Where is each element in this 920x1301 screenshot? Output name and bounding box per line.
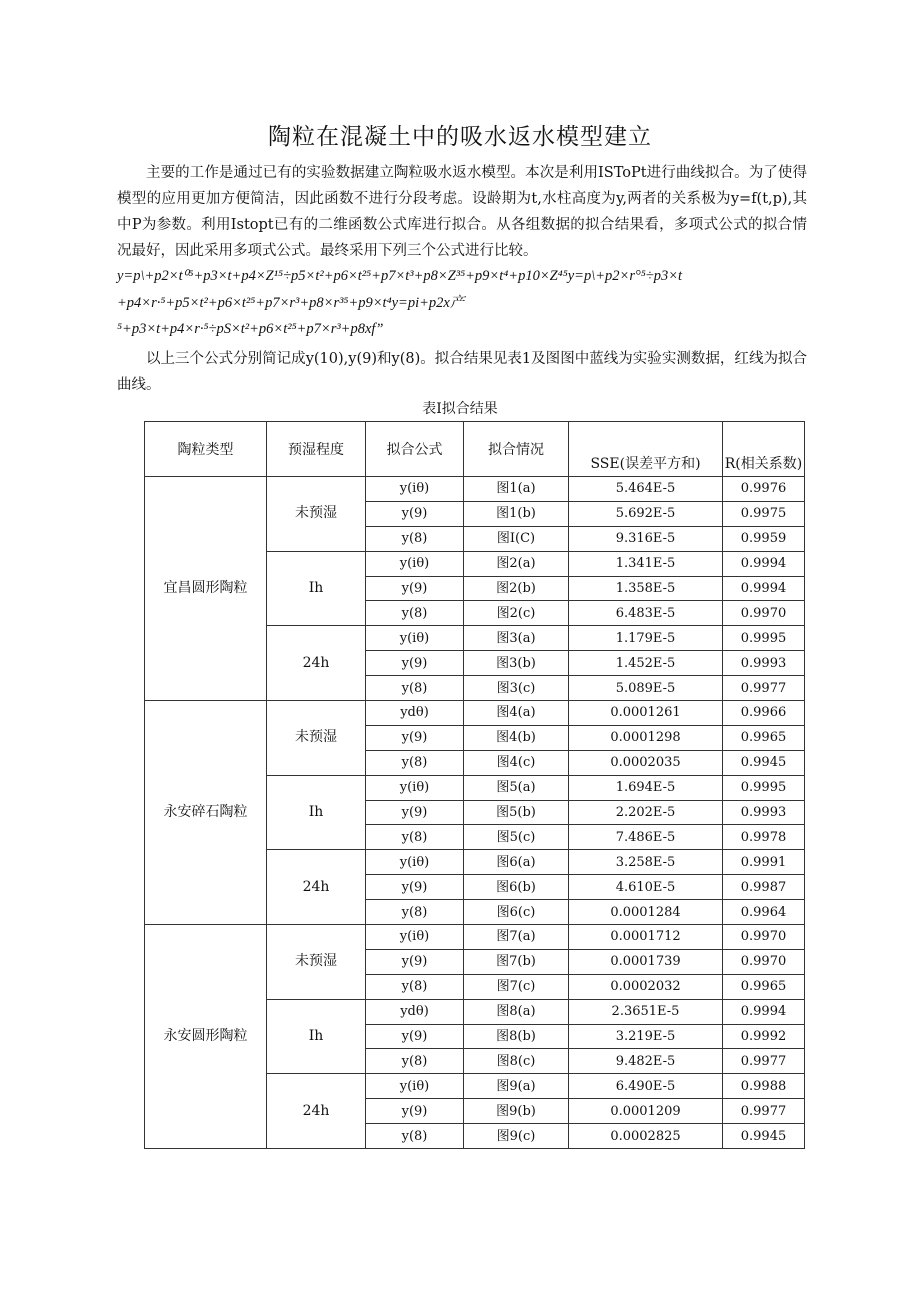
cell-formula: y(8) bbox=[366, 676, 464, 701]
cell-formula: y(iθ) bbox=[366, 477, 464, 502]
results-table bbox=[144, 421, 805, 1149]
cell-fit-figure: 图8(b) bbox=[464, 1024, 569, 1049]
cell-fit-figure: 图I(C) bbox=[464, 526, 569, 551]
cell-sse: 0.0001298 bbox=[569, 725, 723, 750]
cell-fit-figure: 图6(b) bbox=[464, 875, 569, 900]
cell-fit-figure: 图1(b) bbox=[464, 501, 569, 526]
cell-r: 0.9945 bbox=[723, 1124, 805, 1149]
cell-sse: 4.610E-5 bbox=[569, 875, 723, 900]
cell-r: 0.9995 bbox=[723, 626, 805, 651]
cell-r: 0.9966 bbox=[723, 701, 805, 726]
formula-line-3: ⁵+p3×t+p4×r·⁵÷pS×t²+p6×t²⁵+p7×r³+p8xf” bbox=[117, 321, 384, 337]
cell-sse: 7.486E-5 bbox=[569, 825, 723, 850]
cell-r: 0.9987 bbox=[723, 875, 805, 900]
cell-sse: 2.202E-5 bbox=[569, 800, 723, 825]
cell-formula: y(8) bbox=[366, 900, 464, 925]
cell-sse: 0.0001284 bbox=[569, 900, 723, 925]
cell-fit-figure: 图7(c) bbox=[464, 974, 569, 999]
cell-r: 0.9993 bbox=[723, 800, 805, 825]
cell-sse: 0.0001712 bbox=[569, 925, 723, 950]
cell-formula: y(8) bbox=[366, 526, 464, 551]
table-row bbox=[145, 925, 805, 950]
table-caption: 表I拟合结果 bbox=[422, 401, 498, 417]
cell-fit-figure: 图4(b) bbox=[464, 725, 569, 750]
cell-r: 0.9988 bbox=[723, 1074, 805, 1099]
cell-formula: ydθ) bbox=[366, 701, 464, 726]
cell-formula: y(8) bbox=[366, 974, 464, 999]
cell-r: 0.9964 bbox=[723, 900, 805, 925]
cell-r: 0.9994 bbox=[723, 576, 805, 601]
cell-sse: 6.483E-5 bbox=[569, 601, 723, 626]
cell-sse: 2.3651E-5 bbox=[569, 999, 723, 1024]
cell-formula: y(9) bbox=[366, 875, 464, 900]
cell-fit-figure: 图7(a) bbox=[464, 925, 569, 950]
cell-formula: y(9) bbox=[366, 651, 464, 676]
cell-fit-figure: 图6(a) bbox=[464, 850, 569, 875]
cell-prewet-level: 24h bbox=[267, 1074, 366, 1149]
cell-fit-figure: 图1(a) bbox=[464, 477, 569, 502]
cell-r: 0.9965 bbox=[723, 974, 805, 999]
cell-formula: y(9) bbox=[366, 725, 464, 750]
cell-r: 0.9959 bbox=[723, 526, 805, 551]
cell-sse: 0.0002035 bbox=[569, 750, 723, 775]
cell-formula: y(iθ) bbox=[366, 775, 464, 800]
cell-sse: 1.179E-5 bbox=[569, 626, 723, 651]
cell-r: 0.9970 bbox=[723, 949, 805, 974]
cell-sse: 9.316E-5 bbox=[569, 526, 723, 551]
table-body bbox=[145, 477, 805, 1149]
cell-r: 0.9995 bbox=[723, 775, 805, 800]
cell-fit-figure: 图9(a) bbox=[464, 1074, 569, 1099]
cell-r: 0.9945 bbox=[723, 750, 805, 775]
cell-prewet-level: 未预湿 bbox=[267, 925, 366, 1000]
cell-sse: 0.0002032 bbox=[569, 974, 723, 999]
cell-r: 0.9994 bbox=[723, 551, 805, 576]
cell-prewet-level: Ih bbox=[267, 775, 366, 850]
page-title: 陶粒在混凝土中的吸水返水模型建立 bbox=[268, 124, 652, 150]
cell-sse: 0.0002825 bbox=[569, 1124, 723, 1149]
cell-formula: y(8) bbox=[366, 1049, 464, 1074]
cell-fit-figure: 图4(c) bbox=[464, 750, 569, 775]
cell-sse: 5.089E-5 bbox=[569, 676, 723, 701]
cell-prewet-level: Ih bbox=[267, 551, 366, 626]
cell-formula: y(9) bbox=[366, 501, 464, 526]
cell-sse: 0.0001261 bbox=[569, 701, 723, 726]
cell-sse: 9.482E-5 bbox=[569, 1049, 723, 1074]
cell-formula: y(iθ) bbox=[366, 850, 464, 875]
header-fit: 拟合情况 bbox=[464, 422, 569, 477]
cell-r: 0.9975 bbox=[723, 501, 805, 526]
cell-r: 0.9965 bbox=[723, 725, 805, 750]
cell-r: 0.9970 bbox=[723, 601, 805, 626]
cell-formula: y(9) bbox=[366, 576, 464, 601]
header-formula: 拟合公式 bbox=[366, 422, 464, 477]
cell-formula: y(8) bbox=[366, 1124, 464, 1149]
cell-fit-figure: 图2(b) bbox=[464, 576, 569, 601]
cell-formula: y(8) bbox=[366, 601, 464, 626]
cell-sse: 6.490E-5 bbox=[569, 1074, 723, 1099]
cell-sse: 3.219E-5 bbox=[569, 1024, 723, 1049]
cell-sse: 0.0001739 bbox=[569, 949, 723, 974]
cell-r: 0.9977 bbox=[723, 1099, 805, 1124]
cell-r: 0.9994 bbox=[723, 999, 805, 1024]
cell-prewet-level: 未预湿 bbox=[267, 477, 366, 552]
intro-paragraph: 主要的工作是通过已有的实验数据建立陶粒吸水返水模型。本次是利用ISToPt进行曲线拟合。为了使得模型的应用更加方便简洁，因此函数不进行分段考虑。设龄期为t,水柱高度为y,两者的关系极为y=f(t,p),其中P为参数。利用Istopt已有的二维函数公式库进行拟合。从各组数据的拟合结果看，多项式公式的拟合情况最好，因此采用多项式公式。最终采用下列三个公式进行比较。 bbox=[117, 165, 807, 259]
cell-r: 0.9977 bbox=[723, 1049, 805, 1074]
cell-r: 0.9978 bbox=[723, 825, 805, 850]
cell-formula: y(iθ) bbox=[366, 626, 464, 651]
cell-r: 0.9976 bbox=[723, 477, 805, 502]
cell-formula: y(8) bbox=[366, 750, 464, 775]
header-sse: SSE(误差平方和) bbox=[569, 422, 723, 477]
cell-r: 0.9992 bbox=[723, 1024, 805, 1049]
cell-formula: y(9) bbox=[366, 1099, 464, 1124]
cell-formula: y(iθ) bbox=[366, 925, 464, 950]
formula-line-2: +p4×r·⁵+p5×t²+p6×t²⁵+p7×r³+p8×r³⁵+p9×t⁴y=pi+p2x产 bbox=[117, 295, 465, 311]
cell-fit-figure: 图6(c) bbox=[464, 900, 569, 925]
cell-sse: 5.464E-5 bbox=[569, 477, 723, 502]
cell-fit-figure: 图5(b) bbox=[464, 800, 569, 825]
cell-prewet-level: 24h bbox=[267, 626, 366, 701]
cell-fit-figure: 图3(c) bbox=[464, 676, 569, 701]
cell-fit-figure: 图5(c) bbox=[464, 825, 569, 850]
cell-fit-figure: 图9(b) bbox=[464, 1099, 569, 1124]
table-header-row bbox=[145, 422, 805, 477]
cell-sse: 0.0001209 bbox=[569, 1099, 723, 1124]
cell-formula: ydθ) bbox=[366, 999, 464, 1024]
cell-sse: 1.694E-5 bbox=[569, 775, 723, 800]
table-row bbox=[145, 477, 805, 502]
cell-ceramsite-type: 永安圆形陶粒 bbox=[145, 925, 267, 1149]
cell-fit-figure: 图2(c) bbox=[464, 601, 569, 626]
cell-formula: y(iθ) bbox=[366, 1074, 464, 1099]
cell-fit-figure: 图9(c) bbox=[464, 1124, 569, 1149]
cell-formula: y(iθ) bbox=[366, 551, 464, 576]
header-type: 陶粒类型 bbox=[145, 422, 267, 477]
cell-ceramsite-type: 宜昌圆形陶粒 bbox=[145, 477, 267, 701]
cell-fit-figure: 图7(b) bbox=[464, 949, 569, 974]
table-row bbox=[145, 701, 805, 726]
cell-ceramsite-type: 永安碎石陶粒 bbox=[145, 701, 267, 925]
cell-fit-figure: 图8(a) bbox=[464, 999, 569, 1024]
cell-sse: 1.358E-5 bbox=[569, 576, 723, 601]
summary-paragraph: 以上三个公式分别简记成y(10),y(9)和y(8)。拟合结果见表1及图图中蓝线为实验实测数据，红线为拟合曲线。 bbox=[117, 351, 807, 393]
cell-formula: y(9) bbox=[366, 800, 464, 825]
cell-formula: y(8) bbox=[366, 825, 464, 850]
cell-formula: y(9) bbox=[366, 1024, 464, 1049]
cell-sse: 3.258E-5 bbox=[569, 850, 723, 875]
cell-fit-figure: 图3(b) bbox=[464, 651, 569, 676]
cell-prewet-level: Ih bbox=[267, 999, 366, 1074]
cell-fit-figure: 图8(c) bbox=[464, 1049, 569, 1074]
cell-r: 0.9993 bbox=[723, 651, 805, 676]
cell-prewet-level: 未预湿 bbox=[267, 701, 366, 776]
header-prewet: 预湿程度 bbox=[267, 422, 366, 477]
header-r: R(相关系数) bbox=[723, 422, 805, 477]
cell-fit-figure: 图4(a) bbox=[464, 701, 569, 726]
cell-sse: 1.452E-5 bbox=[569, 651, 723, 676]
cell-fit-figure: 图5(a) bbox=[464, 775, 569, 800]
cell-fit-figure: 图3(a) bbox=[464, 626, 569, 651]
cell-r: 0.9970 bbox=[723, 925, 805, 950]
cell-r: 0.9991 bbox=[723, 850, 805, 875]
cell-r: 0.9977 bbox=[723, 676, 805, 701]
cell-formula: y(9) bbox=[366, 949, 464, 974]
cell-sse: 1.341E-5 bbox=[569, 551, 723, 576]
cell-sse: 5.692E-5 bbox=[569, 501, 723, 526]
cell-prewet-level: 24h bbox=[267, 850, 366, 925]
formula-line-1: y=p\+p2×t⁰⁵+p3×t+p4×Z¹⁵÷p5×t²+p6×t²⁵+p7×t³+p8×Z³⁵+p9×t⁴+p10×Z⁴⁵y=p\+p2×r°⁵÷p3×t bbox=[117, 268, 683, 284]
cell-fit-figure: 图2(a) bbox=[464, 551, 569, 576]
